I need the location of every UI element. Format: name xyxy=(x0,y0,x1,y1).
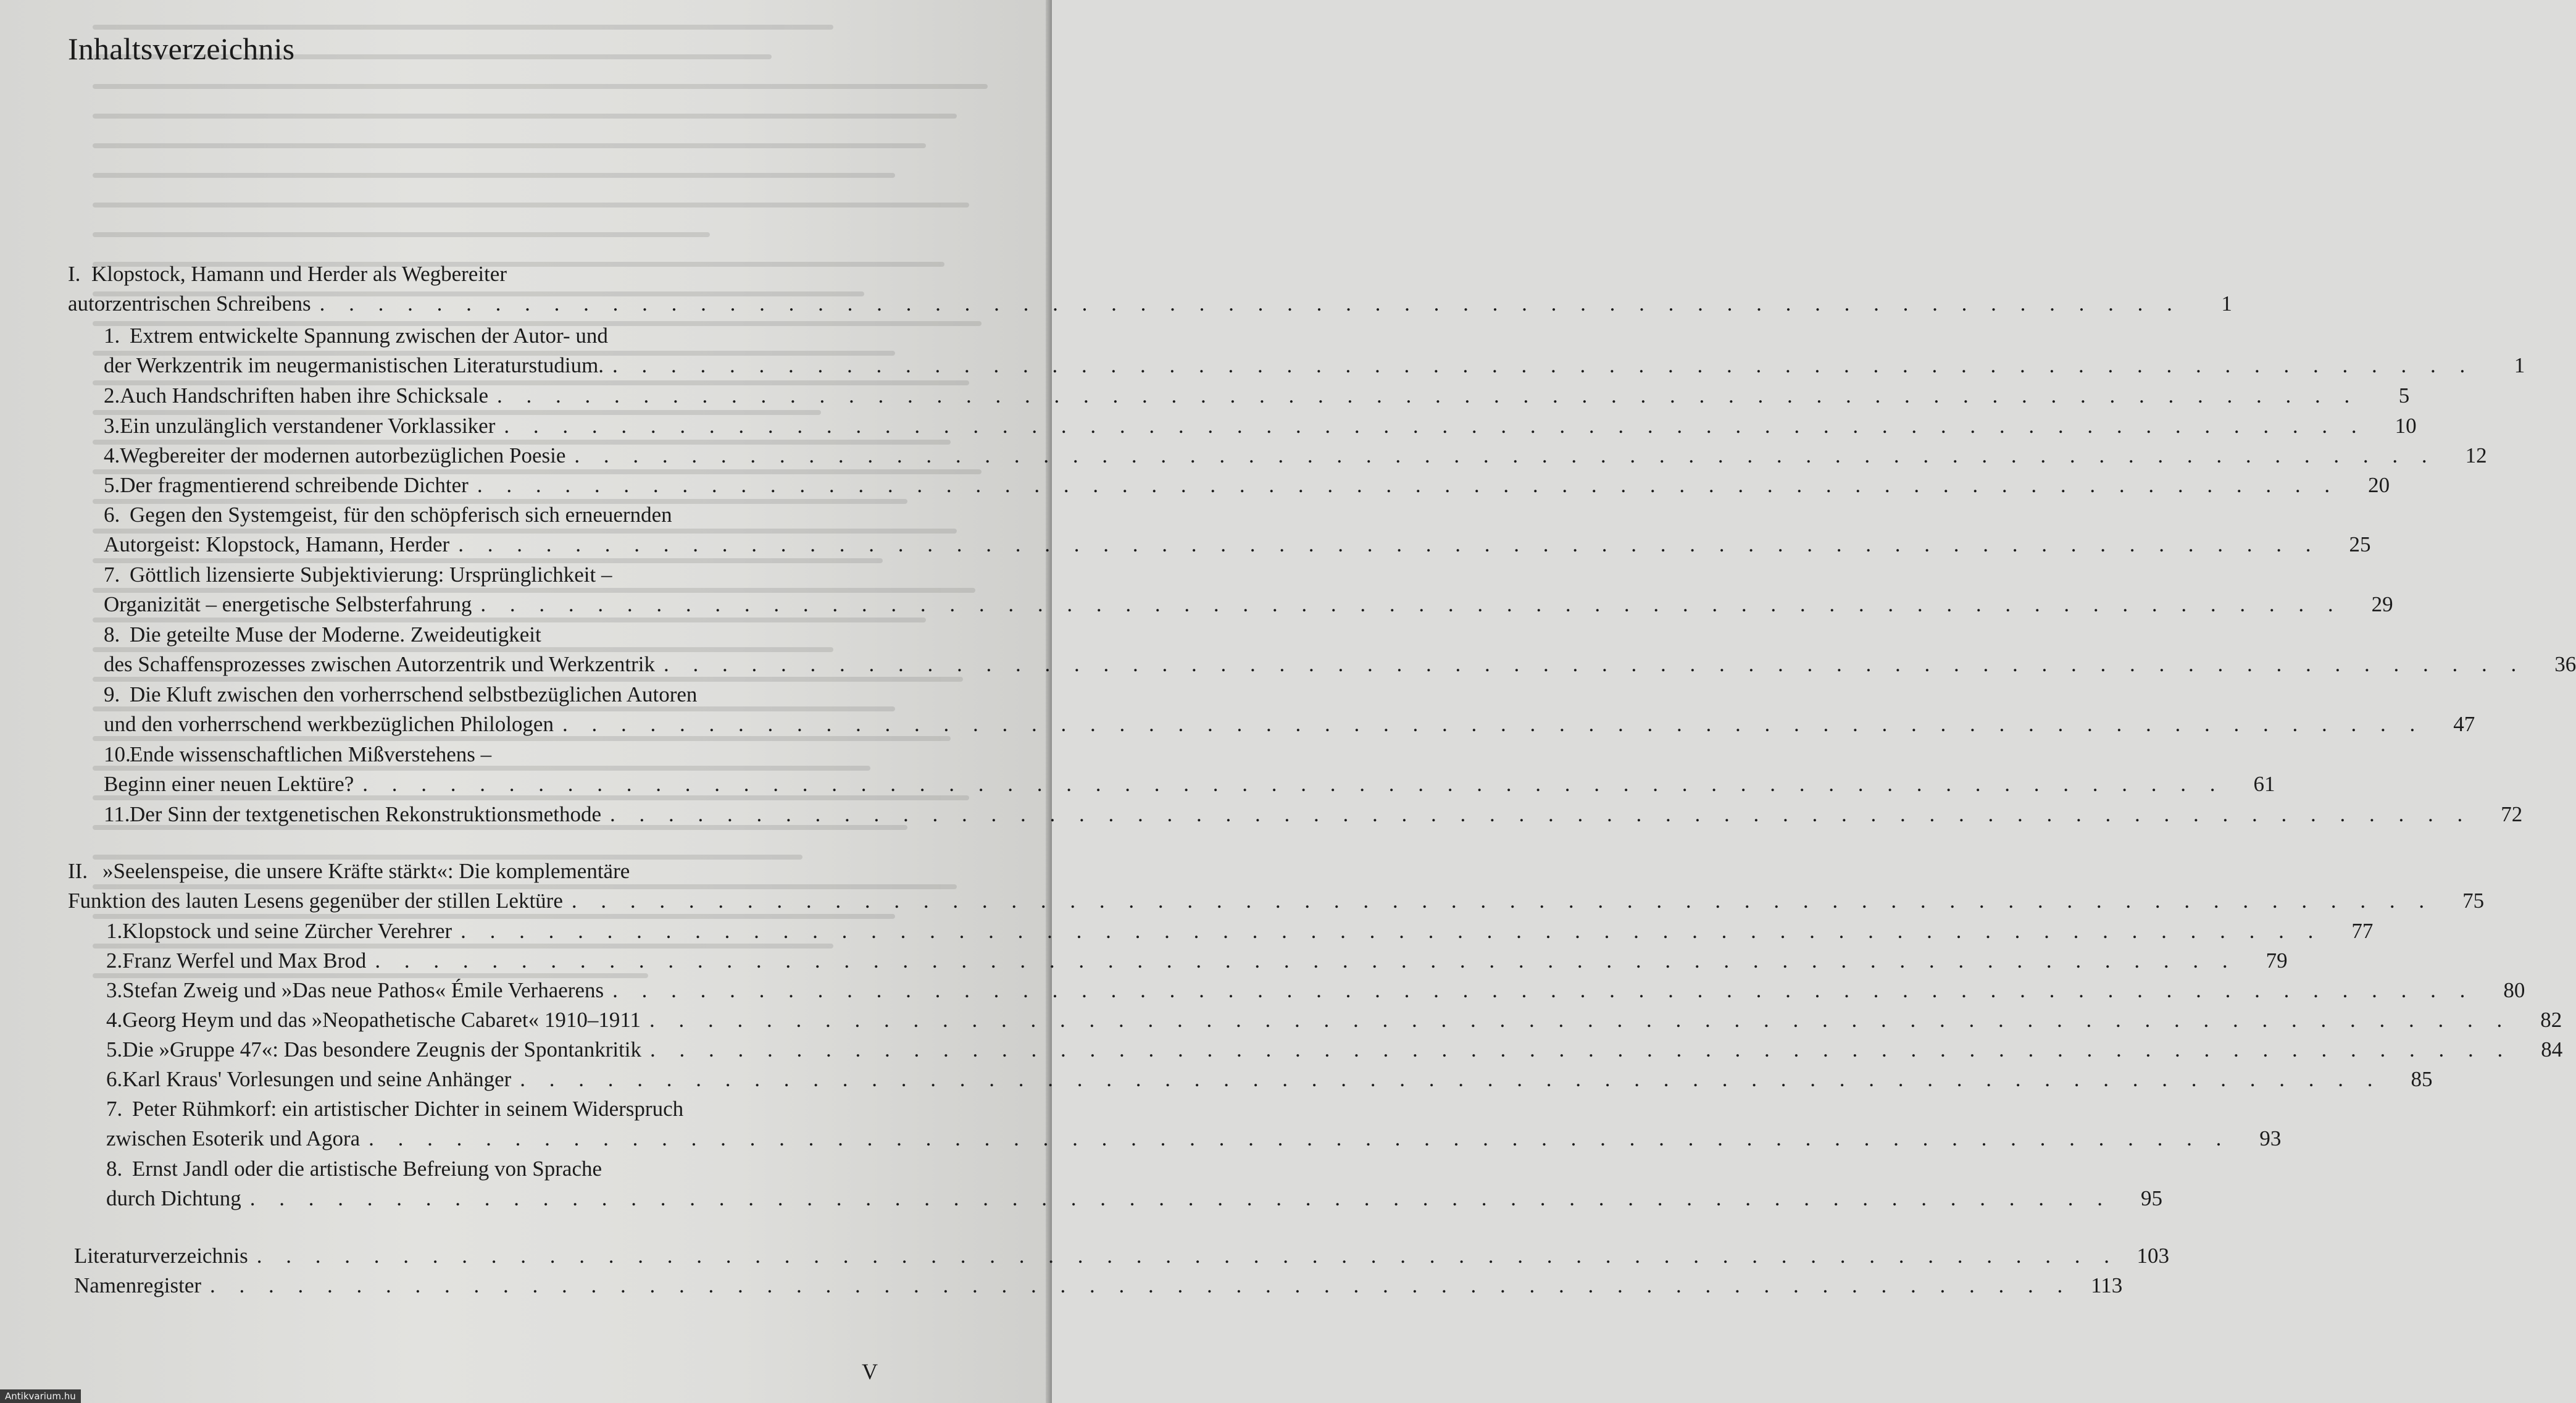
entry-page-number: 12 xyxy=(2465,443,2487,467)
entry-page-number: 75 xyxy=(2462,889,2485,913)
dot-leader: . . . . . . . . . . . . . . . . . . . . . . . . . . . . . . . . . . . . . . . . . . . . . . . . . . . . . . . . . . . . . . . . xyxy=(210,1273,2072,1297)
entry-title: »Seelenspeise, die unsere Kräfte stärkt«: Die komplementäre xyxy=(102,859,630,883)
entry-number: 5. xyxy=(104,473,120,497)
section-entry xyxy=(106,1154,2162,1213)
dot-leader: . . . . . . . . . . . . . . . . . . . . . . . . . . . . . . . . . . . . . . . . . . . . . . . . . . . . . . . . . . . . . . . . xyxy=(650,1037,2512,1062)
entry-number: 3. xyxy=(106,978,123,1002)
dot-leader: . . . . . . . . . . . . . . . . . . . . . . . . . . . . . . . . . . . . . . . . . . . . . . . . . . . . . . . . . . . . . . . . xyxy=(520,1067,2382,1091)
entry-title: Funktion des lauten Lesens gegenüber der stillen Lektüre xyxy=(68,889,563,913)
entry-number: 3. xyxy=(104,414,120,438)
entry-title: Georg Heym und das »Neopathetische Cabaret« 1910–1911 xyxy=(122,1008,641,1032)
entry-number: 2. xyxy=(106,949,123,973)
page-number: V xyxy=(862,1359,878,1384)
dot-leader: . . . . . . . . . . . . . . . . . . . . . . . . . . . . . . . . . . . . . . . . . . . . . . . . . . . . . . . . . . . . . . . . xyxy=(369,1126,2231,1150)
dot-leader: . . . . . . . . . . . . . . . . . . . . . . . . . . . . . . . . . . . . . . . . . . . . . . . . . . . . . . . . . . . . . . . . xyxy=(574,443,2436,467)
backmatter-entry xyxy=(74,1271,2123,1300)
entry-number: 1. xyxy=(106,919,123,943)
dot-leader: . . . . . . . . . . . . . . . . . . . . . . . . . . . . . . . . . . . . . . . . . . . . . . . . . . . . . . . . . . . . . . . . xyxy=(375,949,2237,973)
dot-leader: . . . . . . . . . . . . . . . . . . . . . . . . . . . . . . . . . . . . . . . . . . . . . . . . . . . . . . . . . . . . . . . . xyxy=(362,772,2225,796)
entry-number: 8. xyxy=(104,622,120,647)
entry-title: autorzentrischen Schreibens xyxy=(68,291,311,316)
entry-title: Ende wissenschaftlichen Mißverstehens – xyxy=(130,742,492,766)
entry-number: 7. xyxy=(104,563,120,587)
entry-title: Organizität – energetische Selbsterfahrung xyxy=(104,592,472,616)
dot-leader: . . . . . . . . . . . . . . . . . . . . . . . . . . . . . . . . . . . . . . . . . . . . . . . . . . . . . . . . . . . . . . . . xyxy=(649,1008,2512,1032)
dot-leader: . . . . . . . . . . . . . . . . . . . . . . . . . . . . . . . . . . . . . . . . . . . . . . . . . . . . . . . . . . . . . . . . xyxy=(256,1244,2119,1268)
entry-title: Die »Gruppe 47«: Das besondere Zeugnis der Spontankritik xyxy=(122,1037,642,1062)
entry-page-number: 84 xyxy=(2541,1037,2563,1062)
section-entry xyxy=(104,680,2475,739)
watermark: Antikvarium.hu xyxy=(0,1389,81,1403)
entry-page-number: 103 xyxy=(2136,1244,2170,1268)
entry-title: Beginn einer neuen Lektüre? xyxy=(104,772,354,796)
entry-page-number: 82 xyxy=(2540,1008,2562,1032)
entry-page-number: 10 xyxy=(2395,414,2417,438)
entry-page-number: 5 xyxy=(2398,383,2410,408)
dot-leader: . . . . . . . . . . . . . . . . . . . . . . . . . . . . . . . . . . . . . . . . . . . . . . . . . . . . . . . . . . . . . . . . xyxy=(461,919,2323,943)
entry-number: 4. xyxy=(106,1008,123,1032)
backmatter-entry xyxy=(74,1241,2170,1271)
entry-title: des Schaffensprozesses zwischen Autorzentrik und Werkzentrik xyxy=(104,652,655,676)
entry-title: zwischen Esoterik und Agora xyxy=(106,1126,361,1150)
entry-number: 11. xyxy=(104,802,130,826)
entry-title: Franz Werfel und Max Brod xyxy=(122,949,367,973)
section-entry xyxy=(104,560,2393,619)
section-entry xyxy=(104,471,2390,500)
entry-page-number: 47 xyxy=(2453,712,2475,736)
entry-page-number: 20 xyxy=(2368,473,2390,497)
dot-leader: . . . . . . . . . . . . . . . . . . . . . . . . . . . . . . . . . . . . . . . . . . . . . . . . . . . . . . . . . . . . . . . . xyxy=(663,652,2526,676)
section-entry xyxy=(106,916,2374,946)
entry-number: I. xyxy=(68,262,81,286)
dot-leader: . . . . . . . . . . . . . . . . . . . . . . . . . . . . . . . . . . . . . . . . . . . . . . . . . . . . . . . . . . . . . . . . xyxy=(319,291,2182,316)
entry-number: 5. xyxy=(106,1037,123,1062)
section-entry xyxy=(106,1094,2282,1154)
entry-page-number: 29 xyxy=(2371,592,2393,616)
entry-number: 2. xyxy=(104,383,120,408)
entry-title: Göttlich lizensierte Subjektivierung: Ursprünglichkeit – xyxy=(130,563,612,587)
section-entry xyxy=(104,800,2523,829)
entry-number: 4. xyxy=(104,443,120,467)
dot-leader: . . . . . . . . . . . . . . . . . . . . . . . . . . . . . . . . . . . . . . . . . . . . . . . . . . . . . . . . . . . . . . . . xyxy=(496,383,2359,408)
entry-title: Stefan Zweig und »Das neue Pathos« Émile Verhaerens xyxy=(122,978,604,1002)
section-entry xyxy=(104,740,2275,799)
entry-page-number: 72 xyxy=(2501,802,2523,826)
entry-title: Wegbereiter der modernen autorbezüglichen Poesie xyxy=(120,443,566,467)
dot-leader: . . . . . . . . . . . . . . . . . . . . . . . . . . . . . . . . . . . . . . . . . . . . . . . . . . . . . . . . . . . . . . . . xyxy=(612,353,2475,377)
entry-page-number: 77 xyxy=(2351,919,2374,943)
dot-leader: . . . . . . . . . . . . . . . . . . . . . . . . . . . . . . . . . . . . . . . . . . . . . . . . . . . . . . . . . . . . . . . . xyxy=(504,414,2366,438)
entry-number: 7. xyxy=(106,1097,123,1121)
section-entry xyxy=(104,411,2417,441)
entry-page-number: 93 xyxy=(2259,1126,2282,1150)
entry-title: durch Dichtung xyxy=(106,1186,241,1210)
section-entry xyxy=(104,500,2371,559)
entry-page-number: 61 xyxy=(2253,772,2275,796)
entry-title: Namenregister xyxy=(74,1273,202,1297)
entry-number: 8. xyxy=(106,1157,123,1181)
section-entry xyxy=(104,381,2410,411)
entry-title: Der fragmentierend schreibende Dichter xyxy=(120,473,469,497)
entry-title: Die Kluft zwischen den vorherrschend selbstbezüglichen Autoren xyxy=(130,682,698,706)
entry-page-number: 36 xyxy=(2554,652,2576,676)
entry-page-number: 25 xyxy=(2349,532,2371,556)
chapter-entry xyxy=(68,259,2232,319)
entry-title: Klopstock, Hamann und Herder als Wegbereiter xyxy=(91,262,507,286)
entry-title: Ein unzulänglich verstandener Vorklassiker xyxy=(120,414,496,438)
entry-title: Karl Kraus' Vorlesungen und seine Anhänger xyxy=(122,1067,512,1091)
dot-leader: . . . . . . . . . . . . . . . . . . . . . . . . . . . . . . . . . . . . . . . . . . . . . . . . . . . . . . . . . . . . . . . . xyxy=(612,978,2475,1002)
entry-title: und den vorherrschend werkbezüglichen Philologen xyxy=(104,712,554,736)
section-entry xyxy=(106,1035,2563,1065)
entry-title: Extrem entwickelte Spannung zwischen der Autor- und xyxy=(130,324,608,348)
entry-title: der Werkzentrik im neugermanistischen Literaturstudium. xyxy=(104,353,604,377)
section-entry xyxy=(104,321,2525,380)
dot-leader: . . . . . . . . . . . . . . . . . . . . . . . . . . . . . . . . . . . . . . . . . . . . . . . . . . . . . . . . . . . . . . . . xyxy=(480,592,2343,616)
chapter-entry xyxy=(68,856,2485,916)
entry-number: 10. xyxy=(104,742,131,766)
entry-page-number: 80 xyxy=(2503,978,2525,1002)
entry-title: Ernst Jandl oder die artistische Befreiung von Sprache xyxy=(132,1157,602,1181)
dot-leader: . . . . . . . . . . . . . . . . . . . . . . . . . . . . . . . . . . . . . . . . . . . . . . . . . . . . . . . . . . . . . . . . xyxy=(458,532,2320,556)
dot-leader: . . . . . . . . . . . . . . . . . . . . . . . . . . . . . . . . . . . . . . . . . . . . . . . . . . . . . . . . . . . . . . . . xyxy=(571,889,2434,913)
entry-title: Literaturverzeichnis xyxy=(74,1244,248,1268)
dot-leader: . . . . . . . . . . . . . . . . . . . . . . . . . . . . . . . . . . . . . . . . . . . . . . . . . . . . . . . . . . . . . . . . xyxy=(562,712,2425,736)
entry-title: Peter Rühmkorf: ein artistischer Dichter in seinem Widerspruch xyxy=(132,1097,684,1121)
entry-page-number: 79 xyxy=(2265,949,2288,973)
entry-title: Gegen den Systemgeist, für den schöpferisch sich erneuernden xyxy=(130,503,672,527)
entry-title: Klopstock und seine Zürcher Verehrer xyxy=(122,919,452,943)
entry-title: Der Sinn der textgenetischen Rekonstruktionsmethode xyxy=(130,802,602,826)
section-entry xyxy=(106,946,2288,976)
dot-leader: . . . . . . . . . . . . . . . . . . . . . . . . . . . . . . . . . . . . . . . . . . . . . . . . . . . . . . . . . . . . . . . . xyxy=(610,802,2472,826)
section-entry xyxy=(106,1065,2433,1094)
entry-number: 6. xyxy=(106,1067,123,1091)
entry-page-number: 1 xyxy=(2221,291,2232,316)
entry-number: II. xyxy=(68,859,88,883)
entry-page-number: 113 xyxy=(2091,1273,2123,1297)
entry-title: Auch Handschriften haben ihre Schicksale xyxy=(120,383,488,408)
entry-page-number: 85 xyxy=(2411,1067,2433,1091)
entry-page-number: 95 xyxy=(2140,1186,2162,1210)
entry-page-number: 1 xyxy=(2514,353,2525,377)
entry-number: 9. xyxy=(104,682,120,706)
section-entry xyxy=(104,441,2487,471)
section-entry xyxy=(106,976,2525,1005)
entry-title: Die geteilte Muse der Moderne. Zweideutigkeit xyxy=(130,622,541,647)
section-entry xyxy=(104,620,2576,679)
entry-title: Autorgeist: Klopstock, Hamann, Herder xyxy=(104,532,450,556)
dot-leader: . . . . . . . . . . . . . . . . . . . . . . . . . . . . . . . . . . . . . . . . . . . . . . . . . . . . . . . . . . . . . . . . xyxy=(249,1186,2112,1210)
section-entry xyxy=(106,1005,2562,1035)
page-title: Inhaltsverzeichnis xyxy=(68,31,295,66)
dot-leader: . . . . . . . . . . . . . . . . . . . . . . . . . . . . . . . . . . . . . . . . . . . . . . . . . . . . . . . . . . . . . . . . xyxy=(477,473,2340,497)
entry-number: 6. xyxy=(104,503,120,527)
entry-number: 1. xyxy=(104,324,120,348)
